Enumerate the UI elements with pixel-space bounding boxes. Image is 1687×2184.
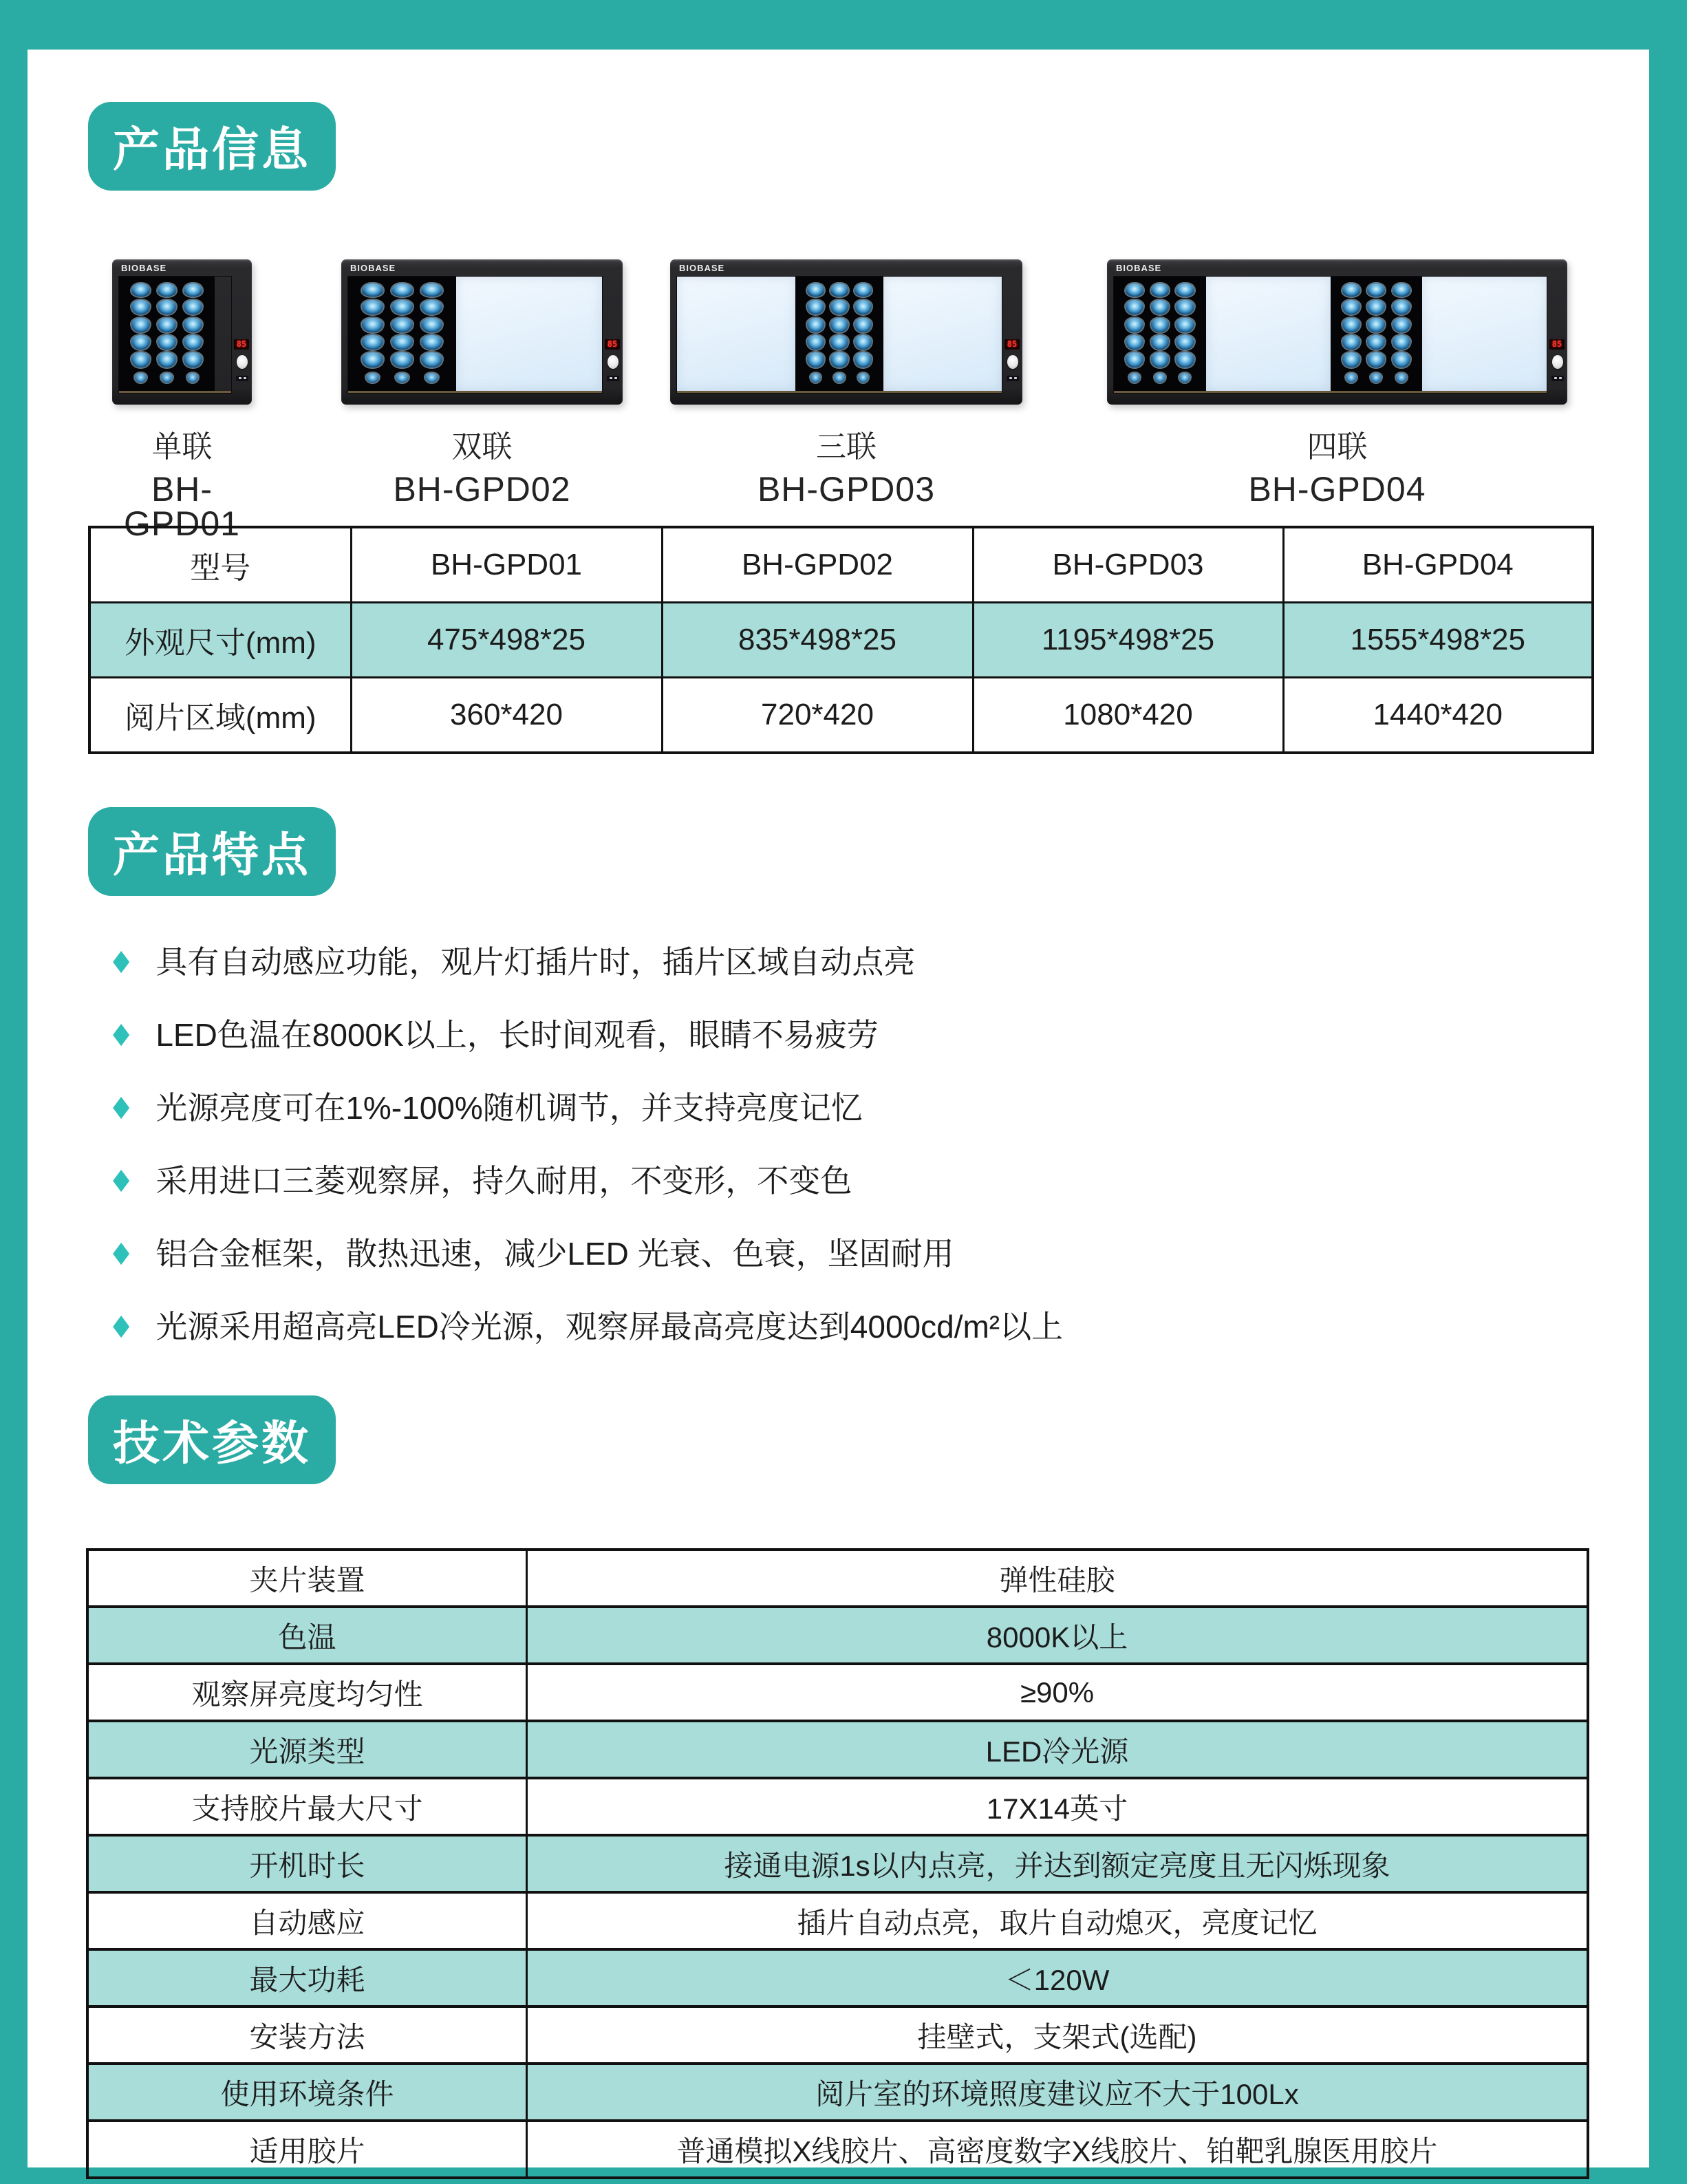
spec-value: ＜120W bbox=[527, 1949, 1589, 2006]
spec-row bbox=[87, 1892, 1588, 1949]
row-label: 外观尺寸(mm) bbox=[89, 603, 351, 678]
spec-value: 阅片室的环境照度建议应不大于100Lx bbox=[527, 2064, 1589, 2121]
product-label bbox=[112, 432, 252, 541]
spec-label: 开机时长 bbox=[87, 1835, 527, 1892]
film-panel bbox=[119, 277, 215, 391]
film-viewer-image-gpd01 bbox=[112, 259, 252, 405]
spec-row bbox=[87, 1664, 1588, 1721]
viewing-area-cell: 720*420 bbox=[662, 678, 973, 753]
section-header-features bbox=[88, 807, 336, 896]
spec-value: 弹性硅胶 bbox=[527, 1550, 1589, 1607]
feature-text: 光源亮度可在1%-100%随机调节，并支持亮度记忆 bbox=[155, 1090, 863, 1126]
spec-label: 光源类型 bbox=[87, 1721, 527, 1778]
model-header-cell: BH-GPD01 bbox=[351, 527, 662, 603]
model-header-cell: BH-GPD02 bbox=[662, 527, 973, 603]
dimensions-row bbox=[89, 603, 1593, 678]
feature-text: 铝合金框架，散热迅速，减少LED 光衰、色衰，坚固耐用 bbox=[155, 1236, 954, 1272]
spec-value: ≥90% bbox=[527, 1664, 1589, 1721]
model-header-cell: BH-GPD04 bbox=[1283, 527, 1593, 603]
section-title: 技术参数 bbox=[112, 1417, 311, 1470]
spec-label: 支持胶片最大尺寸 bbox=[87, 1778, 527, 1835]
section-header-specs bbox=[88, 1395, 336, 1484]
spec-label: 使用环境条件 bbox=[87, 2064, 527, 2121]
viewer-screen bbox=[348, 277, 602, 393]
spec-row bbox=[87, 1550, 1588, 1607]
spec-row bbox=[87, 2006, 1588, 2064]
lit-panel bbox=[456, 277, 602, 391]
diamond-bullet-icon: ◆ bbox=[113, 1162, 130, 1195]
product-type-label: 四联 bbox=[1307, 430, 1368, 464]
dimension-cell: 835*498*25 bbox=[662, 603, 973, 678]
biobase-logo: BIOBASE bbox=[121, 263, 167, 273]
product-model-label: BH-GPD03 bbox=[757, 470, 936, 508]
spec-row bbox=[87, 1835, 1588, 1892]
product-type-label: 双联 bbox=[451, 430, 513, 464]
feature-text: 采用进口三菱观察屏，持久耐用，不变形，不变色 bbox=[155, 1163, 852, 1199]
viewing-area-cell: 360*420 bbox=[351, 678, 662, 753]
led-display: 85 bbox=[1549, 339, 1565, 350]
feature-item bbox=[110, 943, 1063, 980]
led-display: 85 bbox=[234, 339, 249, 350]
control-buttons bbox=[236, 376, 248, 381]
spec-value: 普通模拟X线胶片、高密度数字X线胶片、铂靶乳腺医用胶片 bbox=[527, 2121, 1589, 2178]
dimension-cell: 1195*498*25 bbox=[973, 603, 1283, 678]
lit-panel bbox=[1422, 277, 1547, 391]
film-panel bbox=[795, 277, 883, 391]
biobase-logo: BIOBASE bbox=[679, 263, 725, 273]
spec-label: 夹片装置 bbox=[87, 1550, 527, 1607]
spec-row bbox=[87, 1949, 1588, 2006]
feature-item bbox=[110, 1016, 1063, 1053]
control-buttons bbox=[1007, 376, 1019, 381]
product-label bbox=[1107, 432, 1567, 506]
feature-item bbox=[110, 1162, 1063, 1199]
model-header-cell: BH-GPD03 bbox=[973, 527, 1283, 603]
film-panel bbox=[1331, 277, 1423, 391]
content-area bbox=[28, 50, 1649, 2167]
product-model-label: BH-GPD01 bbox=[124, 470, 240, 543]
viewer-screen bbox=[119, 277, 231, 393]
biobase-logo: BIOBASE bbox=[350, 263, 396, 273]
spec-label: 自动感应 bbox=[87, 1892, 527, 1949]
spec-value: 8000K以上 bbox=[527, 1607, 1589, 1664]
film-panel bbox=[1114, 277, 1206, 391]
product-single bbox=[112, 259, 252, 541]
product-quad bbox=[1107, 259, 1567, 506]
ct-film-grid bbox=[1339, 281, 1415, 387]
control-buttons bbox=[607, 376, 619, 381]
model-table-header-row bbox=[89, 527, 1593, 603]
feature-text: LED色温在8000K以上，长时间观看，眼睛不易疲劳 bbox=[155, 1017, 879, 1053]
brightness-knob bbox=[1007, 355, 1018, 369]
product-model-label: BH-GPD04 bbox=[1248, 470, 1426, 508]
brightness-knob bbox=[1552, 355, 1563, 369]
viewing-area-row bbox=[89, 678, 1593, 753]
dimension-cell: 475*498*25 bbox=[351, 603, 662, 678]
diamond-bullet-icon: ◆ bbox=[113, 943, 130, 976]
feature-list bbox=[110, 944, 1063, 1382]
spec-row bbox=[87, 2064, 1588, 2121]
viewer-screen bbox=[677, 277, 1002, 393]
feature-item bbox=[110, 1089, 1063, 1126]
spec-label: 色温 bbox=[87, 1607, 527, 1664]
viewing-area-cell: 1080*420 bbox=[973, 678, 1283, 753]
spec-row bbox=[87, 1721, 1588, 1778]
spec-table bbox=[86, 1548, 1589, 2179]
diamond-bullet-icon: ◆ bbox=[113, 1016, 130, 1049]
spec-value: 挂壁式，支架式(选配) bbox=[527, 2006, 1589, 2064]
viewing-area-cell: 1440*420 bbox=[1283, 678, 1593, 753]
product-triple bbox=[670, 259, 1022, 506]
product-label bbox=[341, 432, 623, 506]
feature-item bbox=[110, 1308, 1064, 1345]
lit-panel bbox=[677, 277, 795, 391]
spec-row bbox=[87, 2121, 1588, 2178]
spec-value: 插片自动点亮，取片自动熄灭，亮度记忆 bbox=[527, 1892, 1589, 1949]
ct-film-grid bbox=[804, 281, 875, 387]
diamond-bullet-icon: ◆ bbox=[113, 1308, 130, 1340]
section-title: 产品特点 bbox=[112, 829, 311, 881]
product-type-label: 三联 bbox=[816, 430, 877, 464]
ct-film-grid bbox=[1122, 281, 1198, 387]
section-title: 产品信息 bbox=[112, 124, 311, 176]
spec-row bbox=[87, 1607, 1588, 1664]
lit-panel bbox=[883, 277, 1002, 391]
dimension-cell: 1555*498*25 bbox=[1283, 603, 1593, 678]
feature-text: 具有自动感应功能，观片灯插片时，插片区域自动点亮 bbox=[155, 944, 916, 980]
row-label: 阅片区域(mm) bbox=[89, 678, 351, 753]
spec-label: 观察屏亮度均匀性 bbox=[87, 1664, 527, 1721]
ct-film-grid bbox=[358, 281, 447, 387]
led-display: 85 bbox=[605, 339, 620, 350]
led-display: 85 bbox=[1004, 339, 1020, 350]
lit-panel bbox=[1206, 277, 1331, 391]
biobase-logo: BIOBASE bbox=[1116, 263, 1162, 273]
model-table bbox=[88, 526, 1594, 754]
spec-value: 接通电源1s以内点亮，并达到额定亮度且无闪烁现象 bbox=[527, 1835, 1589, 1892]
product-model-label: BH-GPD02 bbox=[393, 470, 571, 508]
spec-label: 最大功耗 bbox=[87, 1949, 527, 2006]
brightness-knob bbox=[237, 355, 248, 369]
spec-row bbox=[87, 1778, 1588, 1835]
brightness-knob bbox=[608, 355, 619, 369]
viewer-screen bbox=[1114, 277, 1547, 393]
product-double bbox=[341, 259, 623, 506]
spec-label: 安装方法 bbox=[87, 2006, 527, 2064]
feature-item bbox=[110, 1235, 1063, 1272]
diamond-bullet-icon: ◆ bbox=[113, 1235, 130, 1267]
diamond-bullet-icon: ◆ bbox=[113, 1089, 130, 1122]
spec-value: LED冷光源 bbox=[527, 1721, 1589, 1778]
section-header-product-info bbox=[88, 102, 336, 191]
spec-value: 17X14英寸 bbox=[527, 1778, 1589, 1835]
product-type-label: 单联 bbox=[151, 430, 213, 464]
feature-text: 光源采用超高亮LED冷光源，观察屏最高亮度达到4000cd/m²以上 bbox=[155, 1309, 1064, 1345]
product-label bbox=[670, 432, 1022, 506]
spec-label: 适用胶片 bbox=[87, 2121, 527, 2178]
film-panel bbox=[348, 277, 456, 391]
control-buttons bbox=[1551, 376, 1564, 381]
film-viewer-image-gpd03 bbox=[670, 259, 1022, 405]
ct-film-grid bbox=[127, 281, 206, 387]
film-viewer-image-gpd02 bbox=[341, 259, 623, 405]
model-header-cell: 型号 bbox=[89, 527, 351, 603]
film-viewer-image-gpd04 bbox=[1107, 259, 1567, 405]
